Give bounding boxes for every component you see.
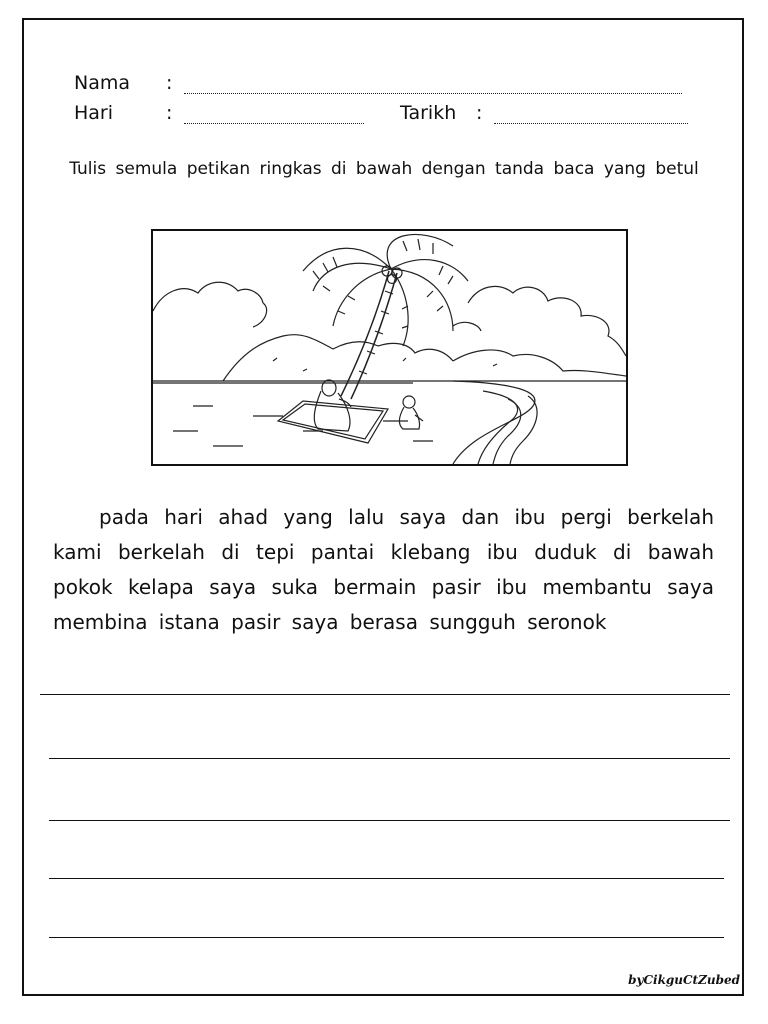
writing-line-3[interactable] — [49, 820, 730, 821]
tarikh-colon: : — [476, 102, 483, 124]
nama-colon: : — [166, 72, 173, 94]
tarikh-field[interactable] — [494, 109, 688, 124]
nama-label: Nama — [74, 72, 131, 94]
hari-field[interactable] — [184, 109, 364, 124]
writing-line-1[interactable] — [40, 694, 730, 695]
writing-line-4[interactable] — [49, 878, 724, 879]
passage-text: pada hari ahad yang lalu saya dan ibu pergi berkelah kami berkelah di tepi pantai klebang ibu duduk di bawah pokok kelapa saya suka bermain pasir ibu membantu saya membina istana pasir saya berasa sungguh seronok — [53, 505, 714, 634]
instruction-text: Tulis semula petikan ringkas di bawah dengan tanda baca yang betul — [69, 159, 699, 179]
tarikh-label: Tarikh — [400, 102, 457, 124]
author-credit: byCikguCtZubed — [628, 973, 740, 987]
beach-scene-illustration — [153, 231, 626, 464]
hari-colon: : — [166, 102, 173, 124]
beach-picture — [151, 229, 628, 466]
hari-label: Hari — [74, 102, 114, 124]
nama-field[interactable] — [184, 79, 682, 94]
writing-line-5[interactable] — [49, 937, 724, 938]
nama-row — [74, 72, 682, 94]
writing-line-2[interactable] — [49, 758, 730, 759]
hari-row — [74, 102, 688, 124]
